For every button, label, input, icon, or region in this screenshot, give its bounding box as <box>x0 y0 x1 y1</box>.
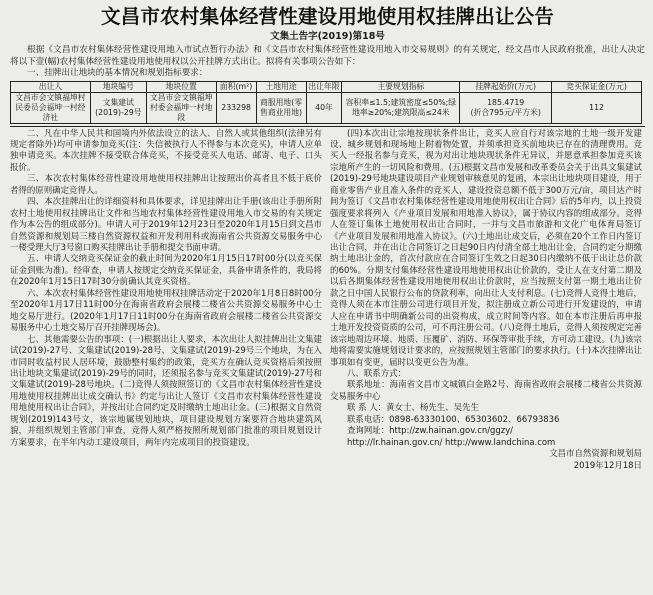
clause-paragraph: 四、本次挂牌出让的详细资料和具体要求，详见挂牌出让手册(该出让手册所附农村土地使用权挂牌出让文件和当地农村集体经营性建设用地入市交易的有关规定作为本公告的组成部分)。申请人可于2019年12月23日至2020年1月15日到文昌市自然资源和规划局三楼自然资源权益和开发利用科或海南省公共资源交易服务中心一楼受理大厅3号窗口购买挂牌出让手册和提交书面申请。 <box>10 196 322 253</box>
clause-paragraph: 六、本次农村集体经营性建设用地使用权挂牌活动定于2020年1月8日8时00分至2020年1月17日11时00分在海南省政府会展楼二楼省公共资源交易服务中心土地交易厅进行。(2020年1月17日11时00分在海南省政府会展楼二楼省公共资源交易服务中心土地交易厅召开挂牌现场会)。 <box>10 287 322 333</box>
location-cell: 文昌市会文镇福坤村委会福坤一村地段 <box>146 92 216 123</box>
clause-paragraph: 三、本次农村集体经营性建设用地使用权挂牌出让按照出价高者且不低于底价者得的原则确定竞得人。 <box>10 173 322 195</box>
indicators-cell: 容积率≤1.5;建筑密度≤50%;绿地率≥20%;建筑限高≤24米 <box>342 92 460 123</box>
table-header-cell: 面积(m²) <box>216 81 256 92</box>
table-header-cell: 出让年限 <box>306 81 342 92</box>
start-price-note: (折合795元/平方米) <box>470 107 541 117</box>
table-header-cell: 挂牌起始价(万元) <box>460 81 552 92</box>
seller-cell: 文昌市会文镇福坤村民委员会福坤一村经济社 <box>11 92 91 123</box>
parcel-number-cell: 文集建试(2019)-29号 <box>90 92 146 123</box>
contact-heading: 八、联系方式： <box>347 368 407 379</box>
contact-address: 联系地址：海南省文昌市文城镇白金路2号、海南省政府会展楼二楼省公共资源交易服务中心 <box>330 379 642 401</box>
land-use-cell: 商服用地(零售商业用地) <box>256 92 306 123</box>
contact-url-primary: 查询网址：http://zw.hainan.gov.cn/ggzy/ <box>347 425 514 436</box>
intro-paragraph: 根据《文昌市农村集体经营性建设用地入市试点暂行办法》和《文昌市农村集体经营性建设用地入市交易规则》的有关规定，经文昌市人民政府批准，出让人决定将以下壹(幅)农村集体经营性建设用地使用权以公开挂牌方式出让。拟将有关事项公告如下： <box>10 45 645 67</box>
divider <box>10 126 645 127</box>
table-header-cell: 土地用途 <box>256 81 306 92</box>
table-header-cell: 出让人 <box>11 81 91 92</box>
area-cell: 233298 <box>216 92 256 123</box>
body-columns <box>10 128 645 472</box>
table-header-cell: 地块位置 <box>146 81 216 92</box>
table-header-cell: 地块编号 <box>90 81 146 92</box>
contact-url-secondary: http://lr.hainan.gov.cn/ http://www.landchina.com <box>347 436 556 447</box>
issuer-signature: 文昌市自然资源和规划局 <box>549 448 642 459</box>
contact-phone: 联系电话：0898-63330100、65303602、66793836 <box>347 413 560 424</box>
left-column <box>10 128 322 472</box>
notice-title: 文昌市农村集体经营性建设用地使用权挂牌出让公告 <box>100 5 555 28</box>
table-header-row <box>11 81 642 92</box>
issue-date: 2019年12月18日 <box>573 459 642 470</box>
clause-paragraph: 七、其他需要公告的事项：(一)根据出让人要求，本次出让人拟挂牌出让文集建试(2019)-27号、文集建试(2019)-28号、文集建试(2019)-29号三个地块，为在入市同时收益村民人居环境，鼓励整村集约的政策，竞买方在确认竞买资格后须按照出让地块文集建试(2019)-29号的同时，还须报名参与竞买文集建试(2019)-27号和文集建试(2019)-28号地块。(二)竞得人须按照签订的《文昌市农村集体经营性建设用地使用权挂牌出让成交确认书》约定与出让人签订《文昌市农村集体经营性建设用地使用权出让合同》，并按出让合同约定及时缴纳土地出让金。(三)根据文自然资规划(2019)143号文，该宗地属规划地块，项目建设规划方案要符合地块建筑风貌，并组织规划主管部门审查，竞得人须严格按照所规划部门批准的项目规划设计方案要求，在半年内动工建设项目，两年内完成项目的投资建设。 <box>10 333 322 447</box>
clause-paragraph: 五、申请人交纳竞买保证金的截止时间为2020年1月15日17时00分(以竞买保证金到账为准)。经审查，申请人按规定交纳竞买保证金，具备申请条件的，我局将在2020年1月15日17时30分前确认其竞买资格。 <box>10 253 322 287</box>
section-heading: 一、挂牌出让地块的基本情况和规划指标要求： <box>27 68 208 78</box>
clause-paragraph: (四)本次出让宗地按现状条件出让，竞买人应自行对该宗地的土地一级开发建设、城乡规划和现场地上附着物处置，并须承担竞买前地块已存在的清理费用。竞买人一经报名参与竞买，视为对出让地块现状条件无异议，并愿意承担参加竞买该宗地所产生的一切风险和费用。(五)根据文昌市发展和改革委员会关于出具文集建试(2019)-29号地块建设项目产业规划审核意见的复函，本宗出让地块项目建设，用于商业零售产业且准入条件的竞买人，建设投资总额不低于300万元/亩，项目达产时间为签订《文昌市农村集体经营性建设用地使用权出让合同》后的5年内，以上投资强度要求将列入《产业项目发展和用地准入协议》，属于协议内容的组成部分。竞得人在签订集体土地使用权出让合同时，一并与文昌市旅游和文化广电体育局签订《产业项目发展和用地准入协议》。(六)土地出让成交后，必须在20个工作日内签订出让合同，并在出让合同签订之日起90日内付清全部土地出让金，合同约定分期缴纳土地出让金的，首次付款应在合同签订生效之日起30日内缴纳不低于出让总价款的60%。分期支付集体经营性建设用地使用权出让价款的，受让人在支付第二期及以后各期集体经营性建设用地使用权出让价款时，应当按照支付第一期土地出让价款之日中国人民银行公布的贷款利率，向出让人支付利息。(七)竞得人竞得土地后，竞得人须在本市注册公司进行项目开发，拟注册成立新公司进行开发建设的，申请人应在申请书中明确新公司的出资构成，成立时间等内容。如在本市注册后再申报土地开发投资资质的公司，可不再注册公司。(八)竞得土地后，竞得人须按规定完善该宗地周边环境、地质、压覆矿、消防、环保等审批手续，方可动工建设。(九)该宗地将需要实施规划设计要求的，应按照规划主管部门的要求执行。(十)本次挂牌出让事项如有变更，届时以变更公告为准。 <box>330 127 642 367</box>
start-price-value: 185.4719 <box>487 97 525 107</box>
deposit-cell: 112 <box>552 92 642 123</box>
table-header-cell: 主要规划指标 <box>342 81 460 92</box>
start-price-cell <box>460 92 552 123</box>
term-cell: 40年 <box>306 92 342 123</box>
table-header-cell: 竞买保证金(万元) <box>552 81 642 92</box>
right-column <box>330 128 642 472</box>
parcel-table <box>10 81 642 124</box>
contact-persons: 联 系 人：黄女士、杨先生、吴先生 <box>347 402 479 413</box>
clause-paragraph: 二、凡在中华人民共和国境内外依法设立的法人、自然人或其他组织(法律另有规定者除外)均可申请参加竞买(注：失信被执行人不得参与本次竞买)，申请人应单独申请竞买。本次挂牌不接受联合体竞买，不接受竞买人电话、邮寄、电子、口头报价。 <box>10 127 322 172</box>
doc-number: 文集土告字(2019)第18号 <box>270 31 385 42</box>
table-row <box>11 92 642 123</box>
